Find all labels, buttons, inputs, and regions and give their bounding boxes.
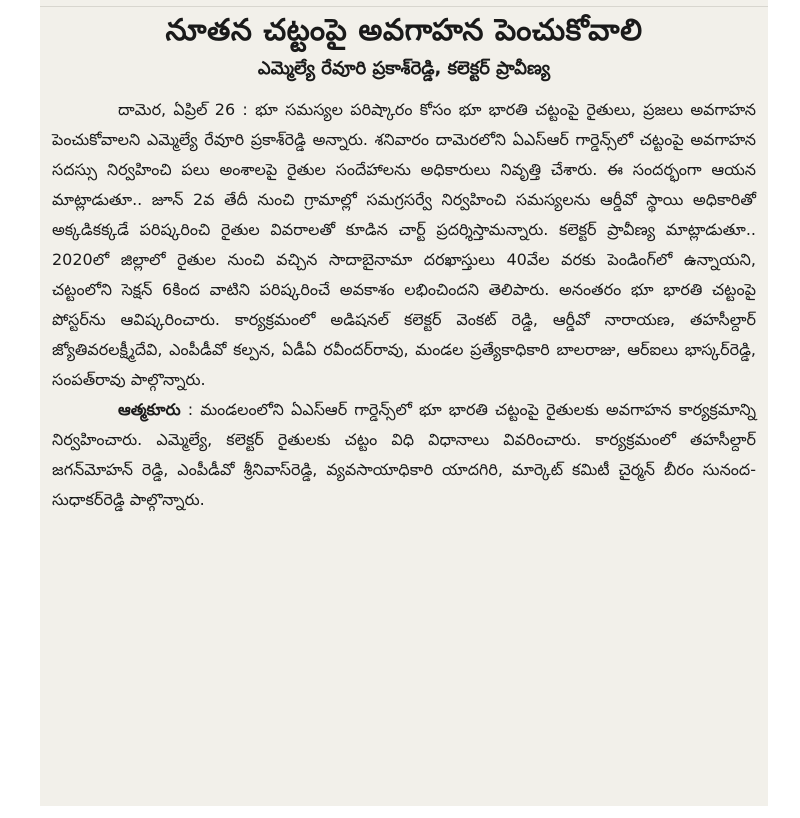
article-paragraph-2: [52, 395, 756, 515]
article-headline: నూతన చట్టంపై అవగాహన పెంచుకోవాలి: [165, 13, 643, 48]
article-paragraph-1: [52, 95, 756, 395]
paragraph-1-body: భూ సమస్యల పరిష్కారం కోసం భూ భారతి చట్టంపై రైతులు, ప్రజలు అవగాహన పెంచుకోవాలని ఎమ్మెల్యే రేవూరి ప్రకాశ్‌రెడ్డి అన్నారు. శనివారం దామెరలోని ఏఎస్‌ఆర్ గార్డెన్స్‌లో చట్టంపై అవగాహన సదస్సు నిర్వహించి పలు అంశాలపై రైతుల సందేహాలను అధికారులు నివృత్తి చేశారు. ఈ సందర్భంగా ఆయన మాట్లాడుతూ.. జూన్ 2వ తేదీ నుంచి గ్రామాల్లో సమగ్రసర్వే నిర్వహించి సమస్యలను ఆర్డీవో స్థాయి అధికారితో అక్కడికక్కడే పరిష్కరించి రైతుల వివరాలతో కూడిన చార్ట్ ప్రదర్శిస్తామన్నారు. కలెక్టర్ ప్రావీణ్య మాట్లాడుతూ.. 2020లో జిల్లాలో రైతుల నుంచి వచ్చిన సాదాబైనామా దరఖాస్తులు 40వేల వరకు పెండింగ్‌లో ఉన్నాయని, చట్టంలోని సెక్షన్ 6కింద వాటిని పరిష్కరించే అవకాశం లభించిందని తెలిపారు. అనంతరం భూ భారతి చట్టంపై పోస్టర్‌ను ఆవిష్కరించారు. కార్యక్రమంలో అడిషనల్ కలెక్టర్ వెంకట్ రెడ్డి, ఆర్డీవో నారాయణ, తహసీల్దార్ జ్యోతివరలక్ష్మీదేవి, ఎంపీడీవో కల్పన, ఏడీఏ రవీందర్‌రావు, మండల ప్రత్యేకాధికారి బాలరాజు, ఆర్‌ఐలు భాస్కర్‌రెడ్డి, సంపత్‌రావు పాల్గొన్నారు.: [52, 100, 756, 389]
dateline: దామెర, ఏప్రిల్ 26 :: [118, 100, 248, 119]
newspaper-clipping: [40, 0, 768, 806]
place-separator: :: [180, 400, 201, 419]
place-name: ఆత్మకూరు: [118, 400, 181, 419]
paragraph-2-body: మండలంలోని ఏఎస్‌ఆర్ గార్డెన్స్‌లో భూ భారతి చట్టంపై రైతులకు అవగాహన కార్యక్రమాన్ని నిర్వహించారు. ఎమ్మెల్యే, కలెక్టర్ రైతులకు చట్టం విధి విధానాలు వివరించారు. కార్యక్రమంలో తహసీల్దార్ జగన్‌మోహన్ రెడ్డి, ఎంపీడీవో శ్రీనివాస్‌రెడ్డి, వ్యవసాయాధికారి యాదగిరి, మార్కెట్ కమిటీ చైర్మన్ బీరం సునంద-సుధాకర్‌రెడ్డి పాల్గొన్నారు.: [52, 400, 757, 509]
article-subheadline: ఎమ్మెల్యే రేవూరి ప్రకాశ్‌రెడ్డి, కలెక్టర్ ప్రావీణ్య: [257, 58, 551, 79]
clipping-top-edge: [40, 0, 768, 7]
